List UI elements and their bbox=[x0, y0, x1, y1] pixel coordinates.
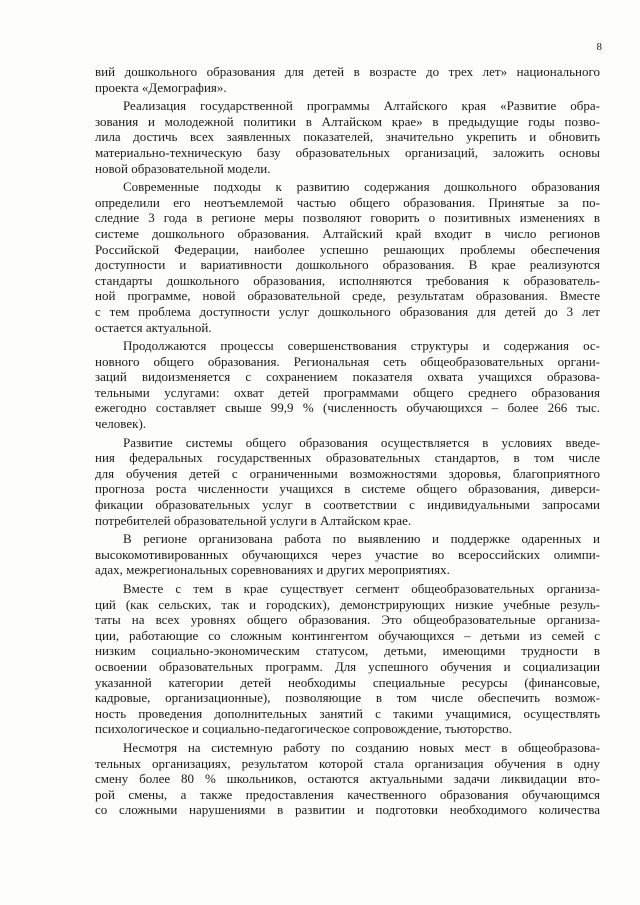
text-line: заций видоизменяется с сохранением показателя охвата учащихся образова- bbox=[95, 369, 600, 385]
text-line: зования и молодежной политики в Алтайском крае» в предыдущие годы позво- bbox=[95, 113, 600, 129]
text-line: тельных организациях, результатом которой стала организация обучения в одну bbox=[95, 755, 600, 771]
text-line: остается актуальной. bbox=[95, 319, 212, 335]
text-line: таты на всех уровнях общего образования. Это общеобразовательные организа- bbox=[95, 612, 600, 628]
text-line: ния федеральных государственных образовательных стандартов, в том числе bbox=[95, 450, 600, 466]
text-line: адах, межрегиональных соревнованиях и других мероприятиях. bbox=[95, 562, 450, 578]
paragraph bbox=[95, 64, 600, 95]
text-line: ность проведения дополнительных занятий с такими учащимися, осуществлять bbox=[95, 705, 600, 721]
text-line: психологическое и социально-педагогическое сопровождение, тьюторство. bbox=[95, 721, 512, 737]
page-number: 8 bbox=[596, 41, 602, 53]
text-line: новой образовательной модели. bbox=[95, 160, 271, 176]
text-line: ной программе, новой образовательной среде, результатам образования. Вместе bbox=[95, 288, 600, 304]
text-line: кадровые, организационные), позволяющие в том числе обеспечить возмож- bbox=[95, 690, 600, 706]
text-line: Продолжаются процессы совершенствования структуры и содержания ос- bbox=[123, 338, 600, 354]
text-line: со сложными нарушениями в развитии и подготовки необходимого количества bbox=[95, 802, 600, 818]
text-line: материально-техническую базу образовательных организаций, заложить основы bbox=[95, 144, 600, 160]
paragraph bbox=[95, 179, 600, 335]
text-line: Современные подходы к развитию содержания дошкольного образования bbox=[123, 179, 600, 195]
page-body bbox=[95, 64, 600, 821]
text-line: определили его неотъемлемой частью общего образования. Принятые за по- bbox=[95, 194, 600, 210]
text-line: указанной категории детей необходимы специальные ресурсы (финансовые, bbox=[95, 674, 600, 690]
paragraph bbox=[95, 98, 600, 176]
text-line: человек). bbox=[95, 416, 147, 432]
text-line: тельными услугами: охват детей программами общего среднего образования bbox=[95, 384, 600, 400]
text-line: освоении образовательных программ. Для успешного обучения и социализации bbox=[95, 658, 600, 674]
paragraph bbox=[95, 581, 600, 737]
paragraph bbox=[95, 740, 600, 818]
text-line: новного общего образования. Региональная сеть общеобразовательных органи- bbox=[95, 353, 600, 369]
text-line: следние 3 года в регионе меры позволяют говорить о позитивных изменениях в bbox=[95, 210, 600, 226]
text-line: потребителей образовательной услуги в Алтайском крае. bbox=[95, 512, 412, 528]
text-line: системе дошкольного образования. Алтайский край входит в число регионов bbox=[95, 225, 600, 241]
text-line: ции, работающие со сложным контингентом обучающихся – детьми из семей с bbox=[95, 627, 600, 643]
text-line: фикации образовательных услуг в соответствии с индивидуальными запросами bbox=[95, 497, 600, 513]
paragraph bbox=[95, 435, 600, 529]
text-line: Несмотря на системную работу по созданию новых мест в общеобразова- bbox=[123, 739, 600, 755]
text-line: доступности и вариативности дошкольного образования. В крае реализуются bbox=[95, 257, 600, 273]
text-line: Реализация государственной программы Алтайского края «Развитие обра- bbox=[123, 98, 600, 114]
text-line: с тем проблема доступности услуг дошкольного образования для детей до 3 лет bbox=[95, 303, 600, 319]
text-line: низким социально-экономическим статусом, детьми, имеющими трудности в bbox=[95, 643, 600, 659]
text-line: Развитие системы общего образования осуществляется в условиях введе- bbox=[123, 434, 600, 450]
text-line: В регионе организована работа по выявлению и поддержке одаренных и bbox=[123, 531, 600, 547]
text-line: вий дошкольного образования для детей в возрасте до трех лет» национального bbox=[95, 64, 600, 79]
text-line: Российской Федерации, наиболее успешно решающих проблемы обеспечения bbox=[95, 241, 600, 257]
text-line: ежегодно составляет свыше 99,9 % (численность обучающихся – более 266 тыс. bbox=[95, 400, 600, 416]
text-line: лила достичь всех заявленных показателей, значительно укрепить и обновить bbox=[95, 129, 600, 145]
text-line: высокомотивированных обучающихся через участие во всероссийских олимпи- bbox=[95, 546, 600, 562]
text-line: ций (как сельских, так и городских), демонстрирующих низкие учебные резуль- bbox=[95, 596, 600, 612]
text-line: для обучения детей с ограниченными возможностями здоровья, благоприятного bbox=[95, 465, 600, 481]
text-line: рой смены, а также предоставления качественного образования обучающимся bbox=[95, 786, 600, 802]
text-line: Вместе с тем в крае существует сегмент общеобразовательных организа- bbox=[123, 581, 600, 596]
paragraph bbox=[95, 338, 600, 432]
text-line: смену более 80 % школьников, остаются актуальными задачи ликвидации вто- bbox=[95, 771, 600, 787]
text-line: прогноза роста численности учащихся в системе общего образования, диверси- bbox=[95, 481, 600, 497]
text-line: проекта «Демография». bbox=[95, 79, 227, 95]
paragraph bbox=[95, 531, 600, 578]
text-line: стандарты дошкольного образования, исполняются требования к образователь- bbox=[95, 272, 600, 288]
